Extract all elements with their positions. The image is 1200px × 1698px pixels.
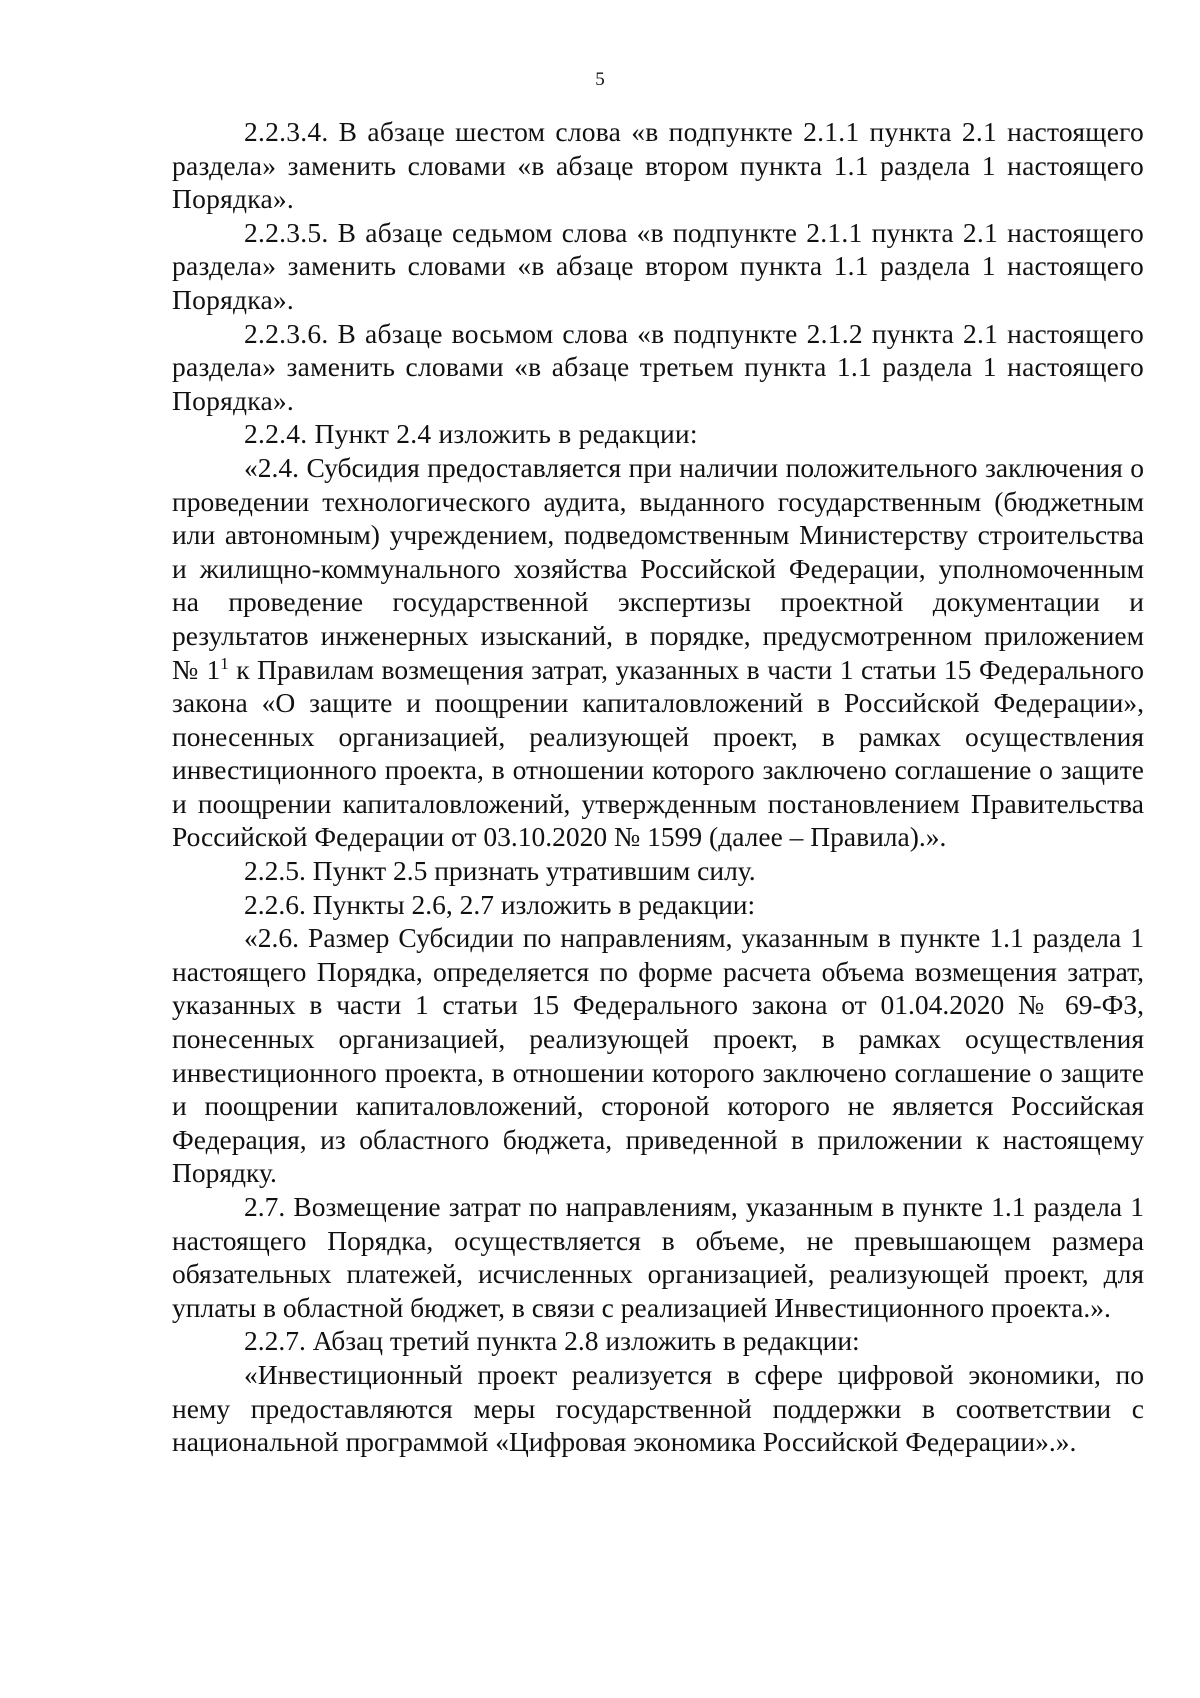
document-body: [172, 115, 1144, 1459]
paragraph-quote-2-4: [172, 451, 1144, 854]
paragraph-2-2-3-6: 2.2.3.6. В абзаце восьмом слова «в подпункте 2.1.2 пункта 2.1 настоящего раздела» заменить словами «в абзаце третьем пункта 1.1 раздела 1 настоящего Порядка».: [172, 317, 1144, 416]
paragraph-2-2-3-5: 2.2.3.5. В абзаце седьмом слова «в подпункте 2.1.1 пункта 2.1 настоящего раздела» заменить словами «в абзаце втором пункта 1.1 раздела 1 настоящего Порядка».: [172, 216, 1144, 315]
page-number: 5: [595, 69, 605, 90]
paragraph-2-2-3-4: 2.2.3.4. В абзаце шестом слова «в подпункте 2.1.1 пункта 2.1 настоящего раздела» заменить словами «в абзаце втором пункта 1.1 раздела 1 настоящего Порядка».: [172, 116, 1144, 215]
paragraph-2-2-7: 2.2.7. Абзац третий пункта 2.8 изложить в редакции:: [244, 1325, 860, 1357]
paragraph-quote-2-7: 2.7. Возмещение затрат по направлениям, указанным в пункте 1.1 раздела 1 настоящего Порядка, осуществляется в объеме, не превышающем размера обязательных платежей, исчисленных организацией, реализующей проект, для уплаты в областной бюджет, в связи с реализацией Инвестиционного проекта.».: [172, 1191, 1144, 1323]
paragraph-quote-2-4-text: «2.4. Субсидия предоставляется при наличии положительного заключения о проведении технологического аудита, выданного государственным (бюджетным или автономным) учреждением, подведомственным Министерству строительства и жилищно-коммунального хозяйства Российской Федерации, уполномоченным на проведение государственной экспертизы проектной документации и результатов инженерных изысканий, в порядке, предусмотренном приложением № 1: [172, 451, 1144, 685]
paragraph-2-2-5: 2.2.5. Пункт 2.5 признать утратившим силу.: [244, 855, 756, 887]
paragraph-quote-2-4-text-continued: к Правилам возмещения затрат, указанных в части 1 статьи 15 Федерального закона «О защите и поощрении капиталовложений в Российской Федерации», понесенных организацией, реализующей проект, в рамках осуществления инвестиционного проекта, в отношении которого заключено соглашение о защите и поощрении капиталовложений, утвержденным постановлением Правительства Российской Федерации от 03.10.2020 № 1599 (далее – Правила).».: [172, 653, 1144, 853]
footnote-superscript: 1: [220, 653, 229, 673]
paragraph-quote-2-6: «2.6. Размер Субсидии по направлениям, указанным в пункте 1.1 раздела 1 настоящего Порядка, определяется по форме расчета объема возмещения затрат, указанных в части 1 статьи 15 Федерального закона от 01.04.2020 № 69-ФЗ, понесенных организацией, реализующей проект, в рамках осуществления инвестиционного проекта, в отношении которого заключено соглашение о защите и поощрении капиталовложений, стороной которого не является Российская Федерация, из областного бюджета, приведенной в приложении к настоящему Порядку.: [172, 922, 1144, 1189]
paragraph-2-2-4: 2.2.4. Пункт 2.4 изложить в редакции:: [244, 418, 698, 450]
paragraph-quote-2-8: «Инвестиционный проект реализуется в сфере цифровой экономики, по нему предоставляются меры государственной поддержки в соответствии с национальной программой «Цифровая экономика Российской Федерации».».: [172, 1358, 1144, 1458]
paragraph-2-2-6: 2.2.6. Пункты 2.6, 2.7 изложить в редакции:: [244, 888, 756, 920]
